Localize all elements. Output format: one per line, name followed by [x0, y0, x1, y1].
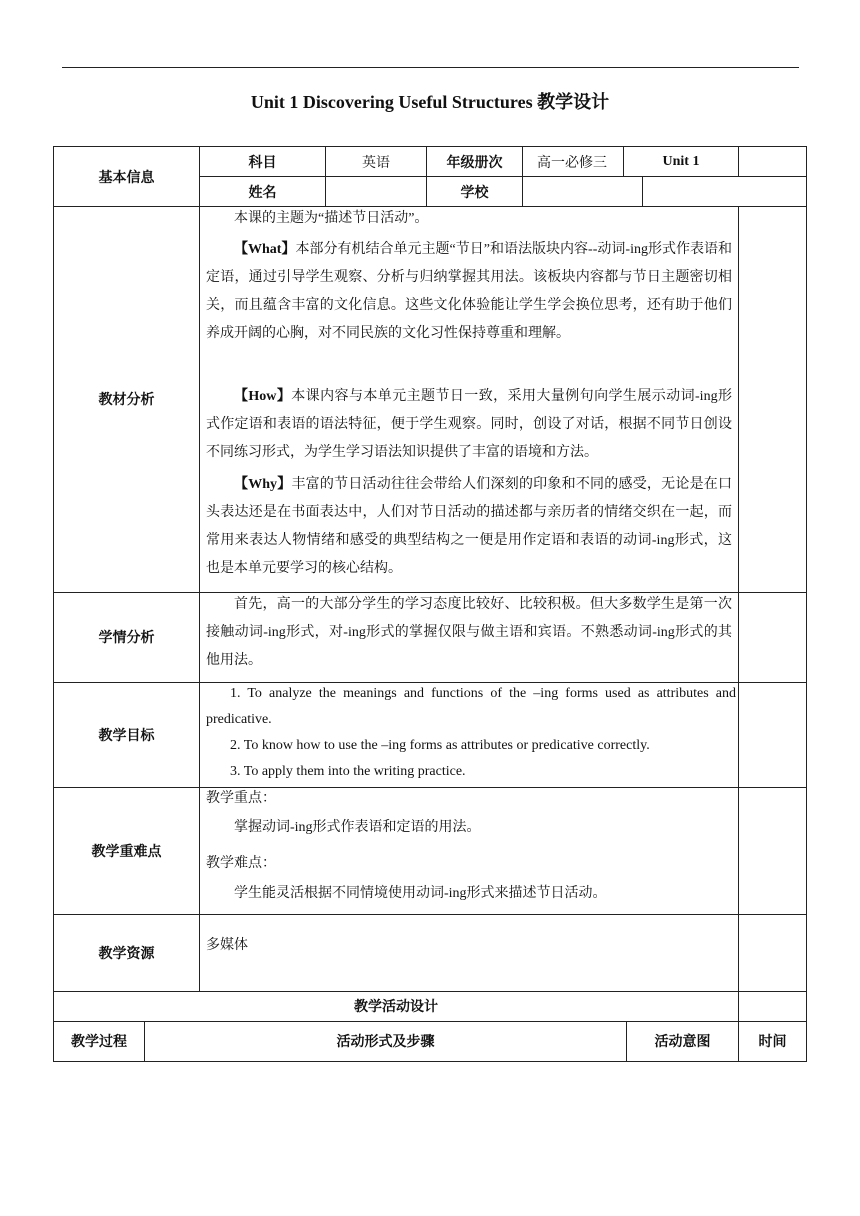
material-why [206, 471, 732, 583]
resources-cell [199, 914, 738, 992]
subject-value: 英语 [325, 146, 426, 176]
objective-item: 3. To apply them into the writing practice. [230, 764, 466, 779]
material-what [206, 236, 732, 348]
learner-analysis-cell [199, 592, 738, 683]
name-label: 姓名 [199, 176, 325, 207]
blank-cell [642, 176, 807, 207]
key-points-label: 教学重难点 [53, 787, 199, 915]
what-tag: 【What】 [234, 242, 296, 257]
grade-label: 年级册次 [426, 146, 522, 176]
column-header: 活动形式及步骤 [144, 1021, 626, 1062]
unit-value: Unit 1 [623, 146, 738, 177]
why-tag: 【Why】 [234, 477, 292, 492]
focus-text: 掌握动词-ing形式作表语和定语的用法。 [234, 820, 481, 835]
blank-cell [738, 914, 807, 992]
how-text: 本课内容与本单元主题节日一致，采用大量例句向学生展示动词-ing形式作定语和表语的语法特征，便于学生观察。同时，创设了对话，根据不同节日创设不同练习形式，为学生学习语法知识提供了丰富的语境和方法。 [206, 389, 732, 460]
resources-label: 教学资源 [53, 914, 199, 992]
column-header: 活动意图 [626, 1021, 738, 1062]
objectives-cell [199, 682, 738, 788]
material-how [206, 383, 732, 467]
blank-cell [738, 146, 807, 177]
school-value [522, 176, 642, 207]
school-label: 学校 [426, 176, 522, 207]
objective-item: 1. To analyze the meanings and functions of the –ing forms used as attributes and predicative. [206, 686, 736, 727]
why-text: 丰富的节日活动往往会带给人们深刻的印象和不同的感受，无论是在口头表达还是在书面表达中，人们对节日活动的描述都与亲历者的情绪交织在一起，而常用来表达人物情绪和感受的典型结构之一便是用作定语和表语的动词-ing形式，这也是本单元要学习的核心结构。 [206, 477, 732, 576]
blank-cell [738, 206, 807, 593]
how-tag: 【How】 [234, 389, 292, 404]
activity-design-header: 教学活动设计 [53, 991, 738, 1022]
material-intro: 本课的主题为“描述节日活动”。 [234, 211, 429, 226]
header-rule [62, 67, 799, 68]
resources-value: 多媒体 [206, 938, 248, 953]
material-analysis-cell [199, 206, 738, 593]
difficulty-label: 教学难点： [206, 856, 276, 871]
basic-info-label: 基本信息 [53, 146, 199, 207]
name-value [325, 176, 426, 207]
subject-label: 科目 [199, 146, 325, 176]
column-header: 教学过程 [53, 1021, 144, 1062]
learner-analysis-text: 首先，高一的大部分学生的学习态度比较好、比较积极。但大多数学生是第一次接触动词-ing形式，对-ing形式的掌握仅限与做主语和宾语。不熟悉动词-ing形式的其他用法。 [206, 597, 732, 668]
column-header: 时间 [738, 1021, 807, 1062]
blank-cell [738, 682, 807, 788]
learner-analysis-label: 学情分析 [53, 592, 199, 683]
document-title: Unit 1 Discovering Useful Structures 教学设计 [250, 92, 610, 112]
objectives-label: 教学目标 [53, 682, 199, 788]
blank-cell [738, 991, 807, 1022]
objective-item: 2. To know how to use the –ing forms as attributes or predicative correctly. [230, 738, 650, 753]
what-text: 本部分有机结合单元主题“节日”和语法版块内容--动词-ing形式作表语和定语，通过引导学生观察、分析与归纳掌握其用法。该板块内容都与节日主题密切相关，而且蕴含丰富的文化信息。这些文化体验能让学生学会换位思考，还有助于他们养成开阔的心胸，对不同民族的文化习性保持尊重和理解。 [206, 242, 733, 341]
material-analysis-label: 教材分析 [53, 206, 199, 593]
key-points-cell [199, 787, 738, 915]
blank-cell [738, 787, 807, 915]
grade-value: 高一必修三 [522, 146, 623, 176]
blank-cell [738, 592, 807, 683]
difficulty-text: 学生能灵活根据不同情境使用动词-ing形式来描述节日活动。 [234, 886, 607, 901]
focus-label: 教学重点： [206, 791, 276, 806]
